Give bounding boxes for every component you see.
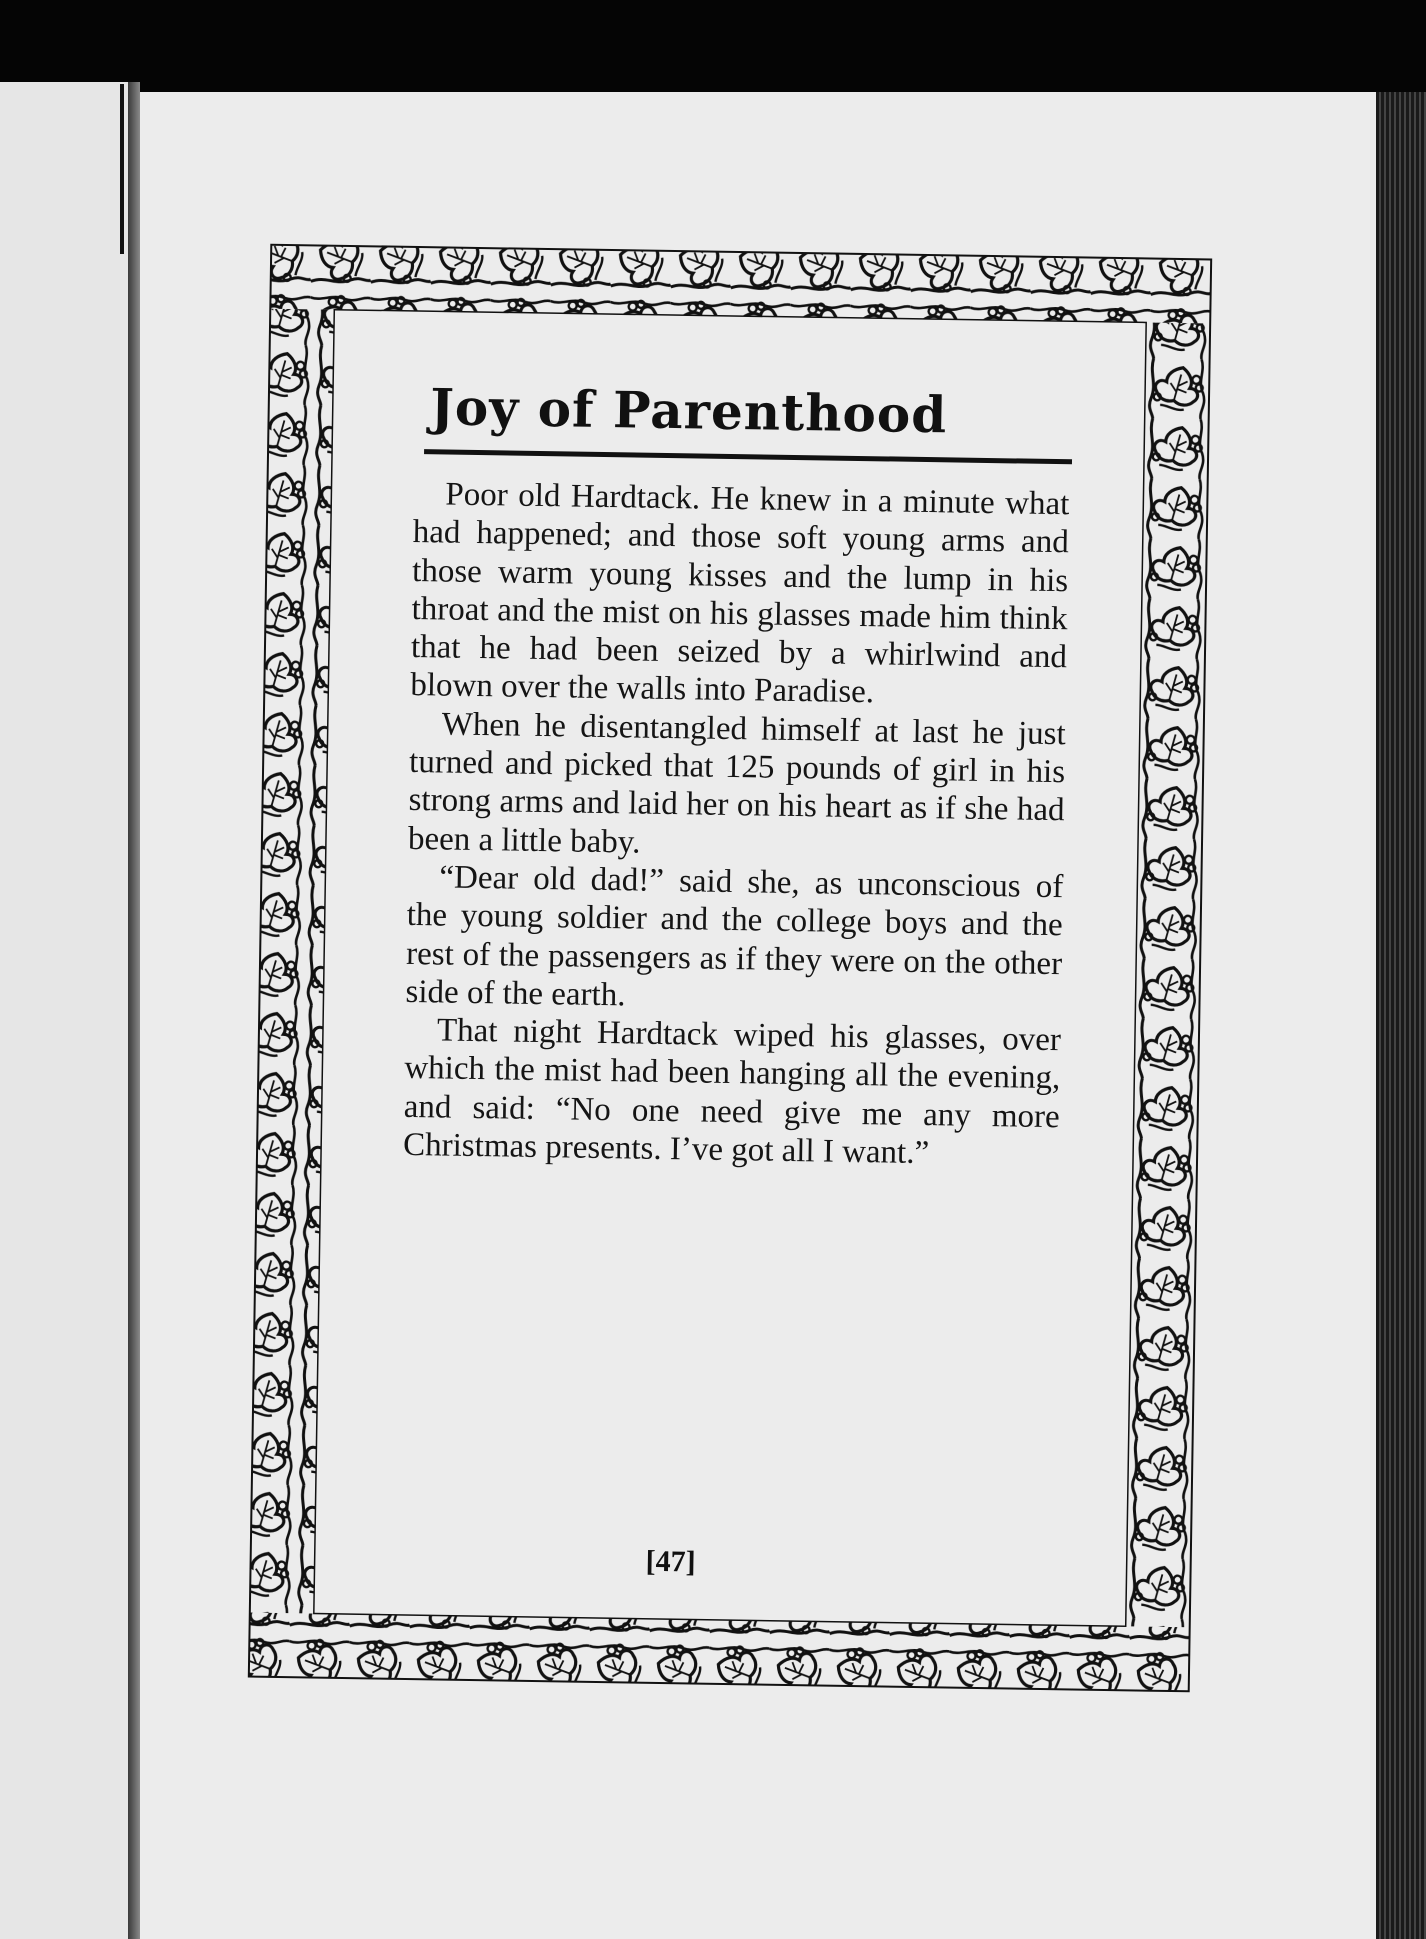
- page-edges: [1376, 92, 1426, 1939]
- paragraph: When he disentangled himself at last he just turned and picked that 125 pounds of girl in his strong arms and laid her on his heart as if she had been a little baby.: [407, 706, 1066, 861]
- left-page-edge: [120, 84, 124, 254]
- scan-background: [0, 0, 1426, 100]
- page-number: [47]: [645, 1544, 696, 1579]
- paragraph: “Dear old dad!” said she, as unconscious of the young soldier and the college boys and the rest of the passengers as if they were on the other side of the earth.: [405, 859, 1064, 1014]
- book-gutter: [128, 82, 140, 1939]
- page-heading: Joy of Parenthood: [429, 377, 948, 445]
- paragraph: Poor old Hardtack. He knew in a minute what had happened; and those soft young arms and those warm young kisses and the lump in his throat and the mist on his glasses made him think that he had been seized by a whirlwind and blown over the walls into Paradise.: [410, 476, 1070, 711]
- printed-page: [228, 224, 1231, 1711]
- left-page: [0, 82, 128, 1939]
- body-text: [403, 475, 1070, 1175]
- paragraph: That night Hardtack wiped his glasses, over which the mist had been hanging all the evening, and said: “No one need give me any more Christmas presents. I’ve got all I want.”: [402, 1012, 1062, 1172]
